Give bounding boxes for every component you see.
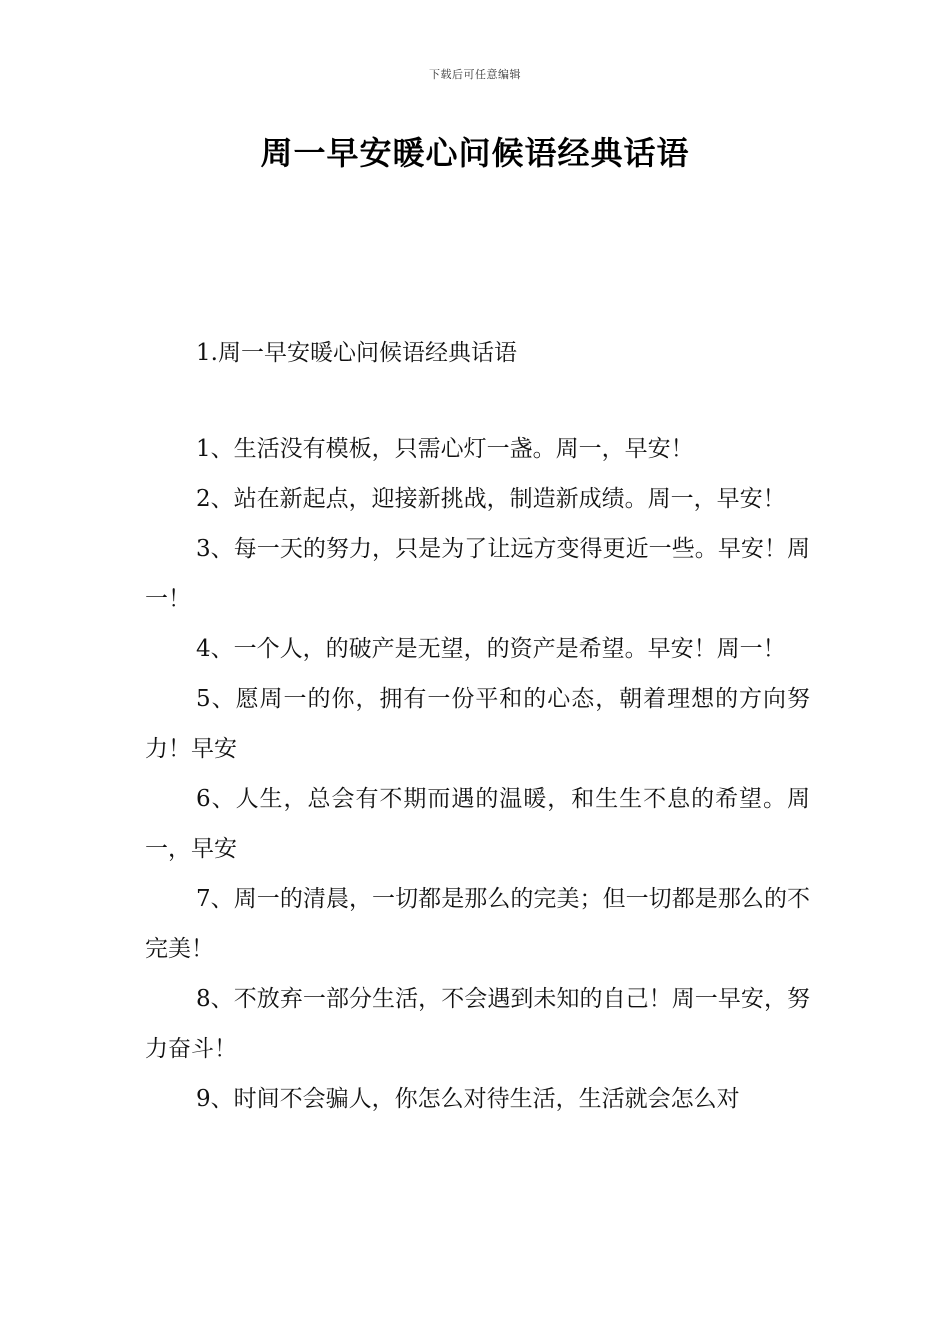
document-title: 周一早安暖心问候语经典话语 <box>260 134 690 172</box>
paragraph: 2、站在新起点，迎接新挑战，制造新成绩。周一，早安！ <box>196 486 786 512</box>
paragraph: 1、生活没有模板，只需心灯一盏。周一，早安！ <box>196 436 694 462</box>
paragraph: 9、时间不会骗人，你怎么对待生活，生活就会怎么对 <box>196 1086 740 1112</box>
document-body <box>145 424 810 1124</box>
paragraph: 6、人生，总会有不期而遇的温暖，和生生不息的希望。周一，早安 <box>145 786 810 862</box>
paragraph: 4、一个人，的破产是无望，的资产是希望。早安！周一！ <box>196 636 786 662</box>
paragraph: 3、每一天的努力，只是为了让远方变得更近一些。早安！周一！ <box>145 536 810 612</box>
paragraph: 8、不放弃一部分生活，不会遇到未知的自己！周一早安，努力奋斗！ <box>145 986 810 1062</box>
header-note: 下载后可任意编辑 <box>429 68 521 81</box>
paragraph: 7、周一的清晨，一切都是那么的完美；但一切都是那么的不完美！ <box>145 886 810 962</box>
section-heading: 1.周一早安暖心问候语经典话语 <box>196 340 517 366</box>
paragraph: 5、愿周一的你，拥有一份平和的心态，朝着理想的方向努力！早安 <box>145 686 810 762</box>
